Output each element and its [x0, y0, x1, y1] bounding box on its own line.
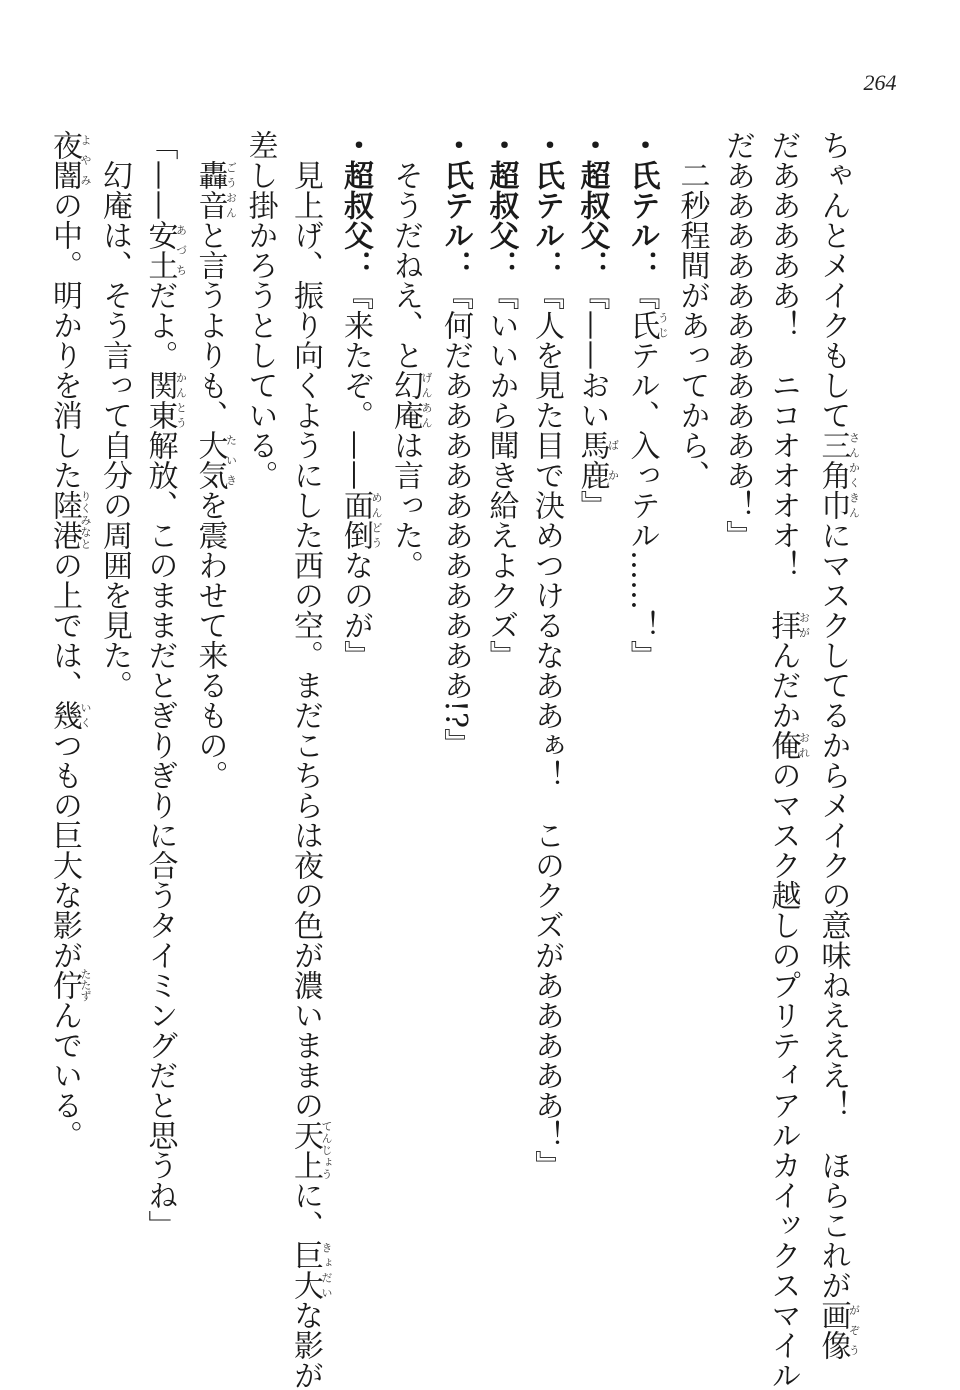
text-segment: だあああああ！ ニコオオオオ！ — [765, 130, 801, 610]
furigana: げんあん — [420, 370, 433, 430]
furigana: りくみなと — [79, 490, 92, 550]
dialogue-line — [478, 130, 524, 1290]
ruby-text: 安土あづち — [142, 220, 188, 280]
text-segment: 「—— — [142, 130, 178, 220]
text-segment: 』 — [574, 490, 610, 520]
text-line — [669, 130, 715, 1290]
ruby-text: 巨大きょだい — [288, 1240, 333, 1300]
text-segment: と言うよりも、 — [192, 220, 228, 430]
text-segment: んだか — [765, 640, 801, 730]
text-segment: は言った。 — [388, 430, 423, 580]
text-segment: を震わせて来るもの。 — [192, 490, 228, 790]
text-segment: だよ。 — [142, 280, 178, 370]
speaker-bullet: ・ — [483, 130, 519, 160]
text-line — [237, 130, 283, 1290]
ruby-text: 幻庵げんあん — [388, 370, 433, 430]
text-segment: に、 — [288, 1180, 323, 1240]
speaker-colon: ： — [624, 250, 660, 280]
ruby-text: 拝おが — [765, 610, 811, 640]
text-segment: 『来たぞ。—— — [338, 280, 373, 490]
furigana: ばか — [606, 430, 620, 490]
speaker-name: 超叔父 — [574, 160, 610, 250]
speaker-name: 氏テル — [438, 160, 473, 250]
text-line — [760, 130, 811, 1390]
furigana: さんかくきん — [847, 430, 861, 520]
speaker-bullet: ・ — [574, 130, 610, 160]
text-segment: つもの巨大な影が — [47, 730, 82, 970]
text-segment: 『 — [624, 280, 660, 310]
text-line — [187, 130, 237, 1290]
text-segment: 幻庵は、そう言って自分の周囲を見た。 — [97, 160, 132, 700]
text-segment: 『人を見た目で決めつけるなああぁ！ このクズがあああああ！』 — [529, 280, 564, 1180]
text-segment: なのが』 — [338, 550, 373, 670]
furigana: がぞう — [847, 1300, 861, 1360]
text-segment: 『何だあああああああああああ!?』 — [438, 280, 473, 759]
speaker-bullet: ・ — [338, 130, 373, 160]
text-segment: そうだねえ、と — [388, 160, 423, 370]
dialogue-line — [524, 130, 570, 1290]
ruby-text: 俺おれ — [765, 730, 811, 760]
speaker-bullet: ・ — [529, 130, 564, 160]
speaker-name: 超叔父 — [483, 160, 519, 250]
text-segment: 二秒程間があってから、 — [674, 160, 710, 490]
speaker-bullet: ・ — [438, 130, 473, 160]
text-segment: にマスクしてるからメイクの意味ねえええ！ ほらこれが — [815, 520, 851, 1300]
ruby-text: 陸港りくみなと — [47, 490, 92, 550]
speaker-name: 氏テル — [624, 160, 660, 250]
ruby-text: 佇たたず — [47, 968, 92, 1002]
speaker-bullet: ・ — [624, 130, 660, 160]
vertical-text-body — [47, 130, 861, 1390]
furigana: いく — [79, 700, 92, 730]
ruby-text: 氏うじ — [624, 310, 670, 340]
ruby-text: 面倒めんどう — [338, 490, 383, 550]
text-line — [283, 130, 333, 1390]
text-line — [92, 130, 138, 1290]
dialogue-line — [569, 130, 619, 1290]
speaker-name: 超叔父 — [338, 160, 373, 250]
furigana: たいき — [224, 430, 238, 490]
ruby-text: 幾いく — [47, 700, 92, 730]
text-line — [715, 130, 761, 1290]
ruby-text: 画像がぞう — [815, 1300, 861, 1360]
ruby-text: 馬鹿ばか — [574, 430, 620, 490]
text-line — [42, 130, 92, 1290]
ruby-text: 大気たいき — [192, 430, 238, 490]
text-segment: な影が — [288, 1300, 323, 1390]
text-segment: だあああああああああああ！』 — [720, 130, 755, 550]
text-segment: んでいる。 — [47, 1000, 82, 1150]
furigana: あづち — [174, 220, 188, 280]
text-segment: のマスク越しのプリティアルカイックスマイル — [765, 760, 801, 1390]
speaker-name: 氏テル — [529, 160, 564, 250]
dialogue-line — [433, 130, 479, 1290]
ruby-text: 三角巾さんかくきん — [815, 430, 861, 520]
text-segment: 解放、このままだとぎりぎりに合うタイミングだと思うね」 — [142, 430, 178, 1240]
text-segment: テル、入っテル……！』 — [624, 340, 660, 670]
furigana: てんじょう — [320, 1120, 333, 1180]
text-line — [383, 130, 433, 1290]
speaker-colon: ： — [529, 250, 564, 280]
dialogue-line — [333, 130, 383, 1290]
text-segment: ちゃんとメイクもして — [815, 130, 851, 430]
page-number: 264 — [863, 70, 897, 95]
furigana: おが — [797, 610, 811, 640]
furigana: うじ — [656, 310, 670, 340]
speaker-colon: ： — [574, 250, 610, 280]
furigana: おれ — [797, 730, 811, 760]
furigana: ごうおん — [224, 160, 238, 220]
ruby-text: 関東かんとう — [142, 370, 188, 430]
ruby-text: 天上てんじょう — [288, 1120, 333, 1180]
dialogue-line — [619, 130, 669, 1290]
ruby-text: 轟音ごうおん — [192, 160, 238, 220]
furigana: よやみ — [79, 130, 92, 190]
furigana: きょだい — [320, 1240, 333, 1300]
furigana: めんどう — [370, 490, 383, 550]
text-segment: 差し掛かろうとしている。 — [242, 130, 278, 490]
text-segment: 見上げ、振り向くようにした西の空。まだこちらは夜の色が濃いままの — [288, 160, 323, 1120]
furigana: たたず — [79, 968, 92, 1002]
text-segment: 『いいから聞き給えよクズ』 — [483, 280, 519, 670]
speaker-colon: ： — [338, 250, 373, 280]
text-segment: の中。明かりを消した — [47, 190, 82, 490]
speaker-colon: ： — [483, 250, 519, 280]
text-segment: 『——おい — [574, 280, 610, 430]
furigana: かんとう — [174, 370, 188, 430]
speaker-colon: ： — [438, 250, 473, 280]
text-line — [810, 130, 861, 1360]
text-line — [137, 130, 187, 1290]
ruby-text: 夜闇よやみ — [47, 130, 92, 190]
text-segment: の上では、 — [47, 550, 82, 700]
